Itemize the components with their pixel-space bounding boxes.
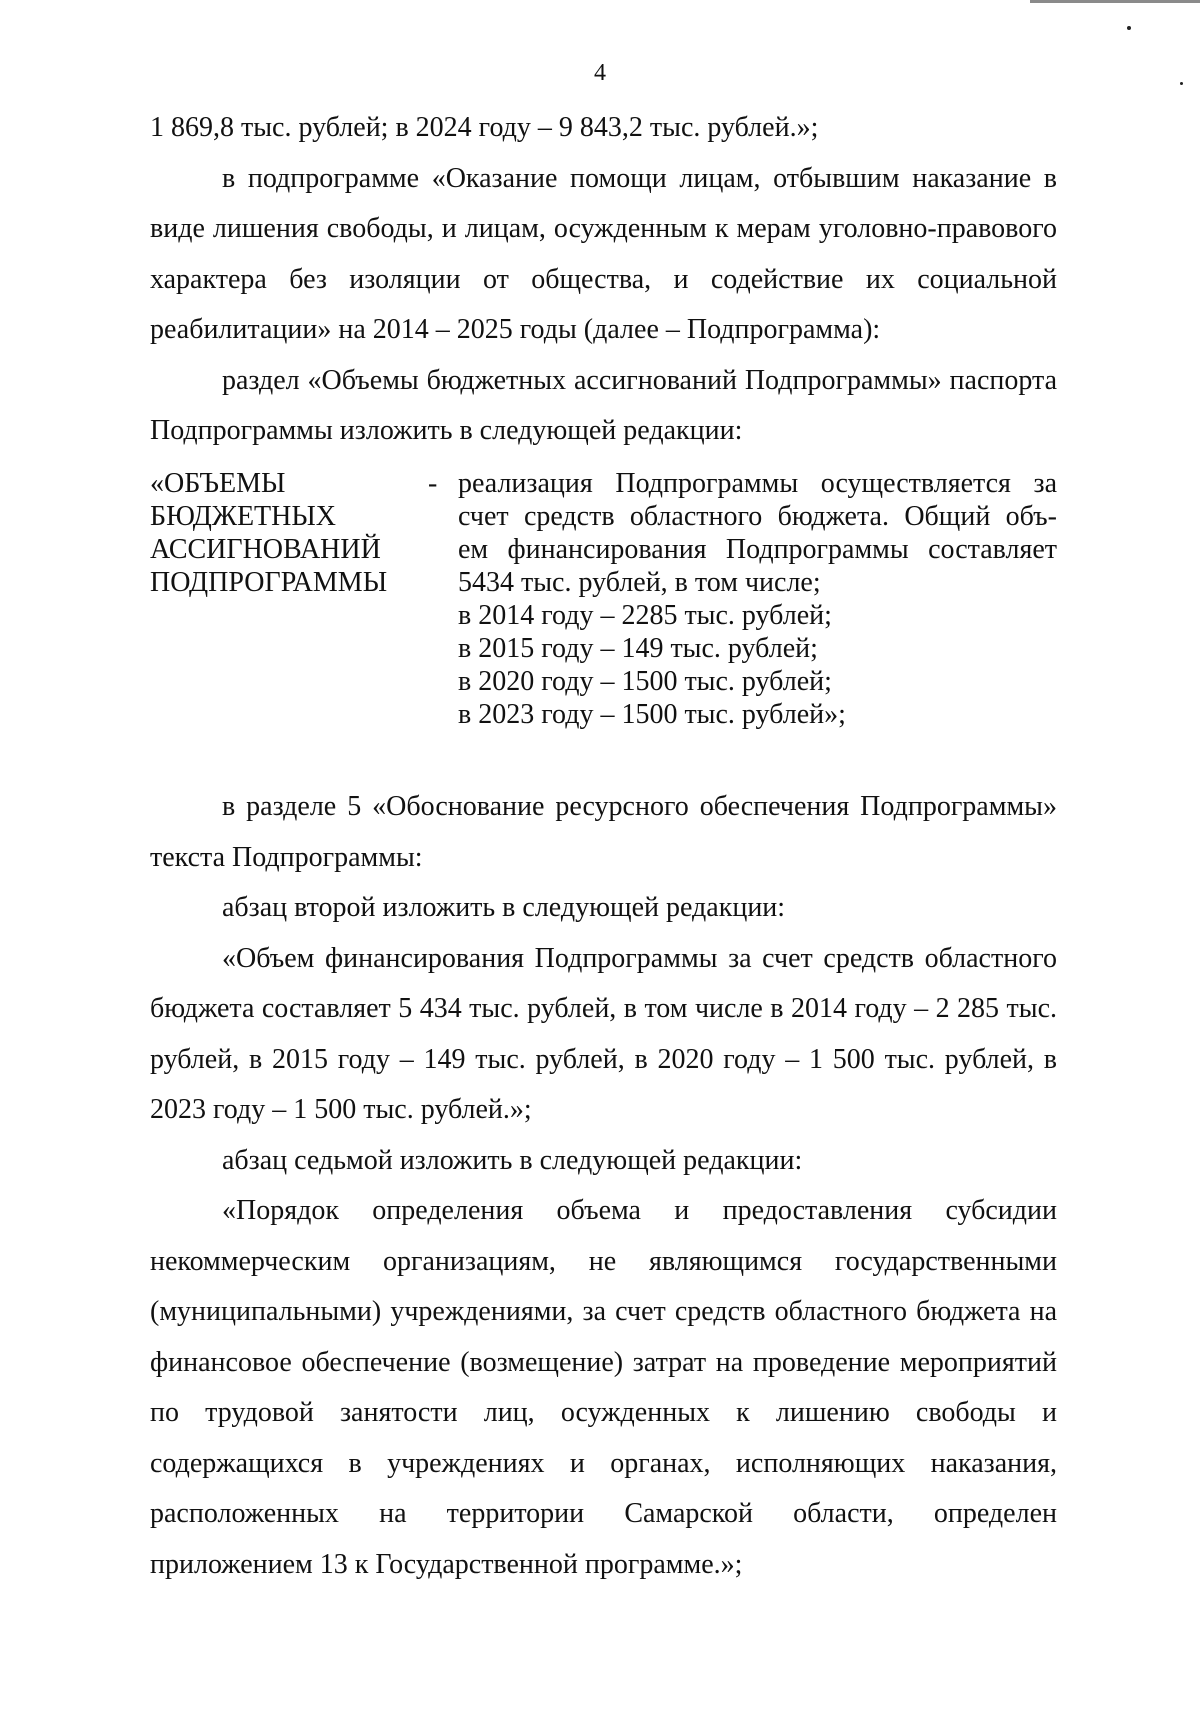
paragraph-second-abzac-instruction: абзац второй изложить в следующей редакции:: [222, 892, 786, 923]
passport-label-line: БЮДЖЕТНЫХ: [150, 501, 337, 532]
passport-label-line: АССИГНОВАНИЙ: [150, 534, 381, 565]
passport-content-line: в 2023 году – 1500 тыс. рублей»;: [458, 699, 846, 730]
paragraph-seventh-abzac-instruction: абзац седьмой изложить в следующей редакции:: [222, 1144, 803, 1176]
passport-content: [458, 467, 1057, 731]
scan-edge-line: [1030, 0, 1200, 3]
passport-dash: -: [428, 468, 438, 499]
passport-content-line: счет средств областного бюджета. Общий объ-: [458, 501, 1057, 532]
passport-content-line: в 2015 году – 149 тыс. рублей;: [458, 633, 818, 664]
paragraph-continuation: 1 869,8 тыс. рублей; в 2024 году – 9 843,2 тыс. рублей.»;: [150, 112, 819, 143]
bottom-text-block: [150, 782, 1057, 1590]
passport-label-line: «ОБЪЕМЫ: [150, 468, 286, 499]
scan-speck: [1127, 26, 1131, 30]
paragraph-passport-instruction: раздел «Объемы бюджетных ассигнований Подпрограммы» паспорта Подпрограммы изложить в следующей редакции:: [150, 364, 1057, 446]
paragraph-financing-volume: «Объем финансирования Подпрограммы за счет средств областного бюджета составляет 5 434 тыс. рублей, в том числе в 2014 году – 2 285 тыс. рублей, в 2015 году – 149 тыс. рублей, в 2020 году – 1 500 тыс. рублей, в 2023 году – 1 500 тыс. рублей.»;: [150, 942, 1057, 1125]
passport-label: [150, 467, 418, 731]
passport-label-line: ПОДПРОГРАММЫ: [150, 567, 388, 598]
paragraph-subprogram-intro: в подпрограмме «Оказание помощи лицам, отбывшим наказание в виде лишения свободы, и лицам, осужденным к мерам уголовно-правового характера без изоляции от общества, и содействие их социальной реабилитации» на 2014 – 2025 годы (далее – Подпрограмма):: [150, 162, 1057, 345]
passport-budget-section: [150, 467, 1057, 731]
passport-content-line: ем финансирования Подпрограммы составляет: [458, 534, 1057, 565]
passport-content-line: реализация Подпрограммы осуществляется за: [458, 468, 1057, 499]
page-number: 4: [594, 60, 606, 86]
passport-content-line: в 2014 году – 2285 тыс. рублей;: [458, 600, 832, 631]
paragraph-subsidy-procedure: «Порядок определения объема и предоставления субсидии некоммерческим организациям, не являющимся государственными (муниципальными) учреждениями, за счет средств областного бюджета на финансовое обеспечение (возмещение) затрат на проведение мероприятий по трудовой занятости лиц, осужденных к лишению свободы и содержащихся в учреждениях и органах, исполняющих наказания, расположенных на территории Самарской области, определен приложением 13 к Государственной программе.»;: [150, 1195, 1057, 1580]
paragraph-section5-intro: в разделе 5 «Обоснование ресурсного обеспечения Подпрограммы» текста Подпрограммы:: [150, 791, 1057, 873]
passport-content-line: в 2020 году – 1500 тыс. рублей;: [458, 666, 832, 697]
top-text-block: [150, 103, 1057, 457]
passport-content-line: 5434 тыс. рублей, в том числе;: [458, 567, 821, 598]
